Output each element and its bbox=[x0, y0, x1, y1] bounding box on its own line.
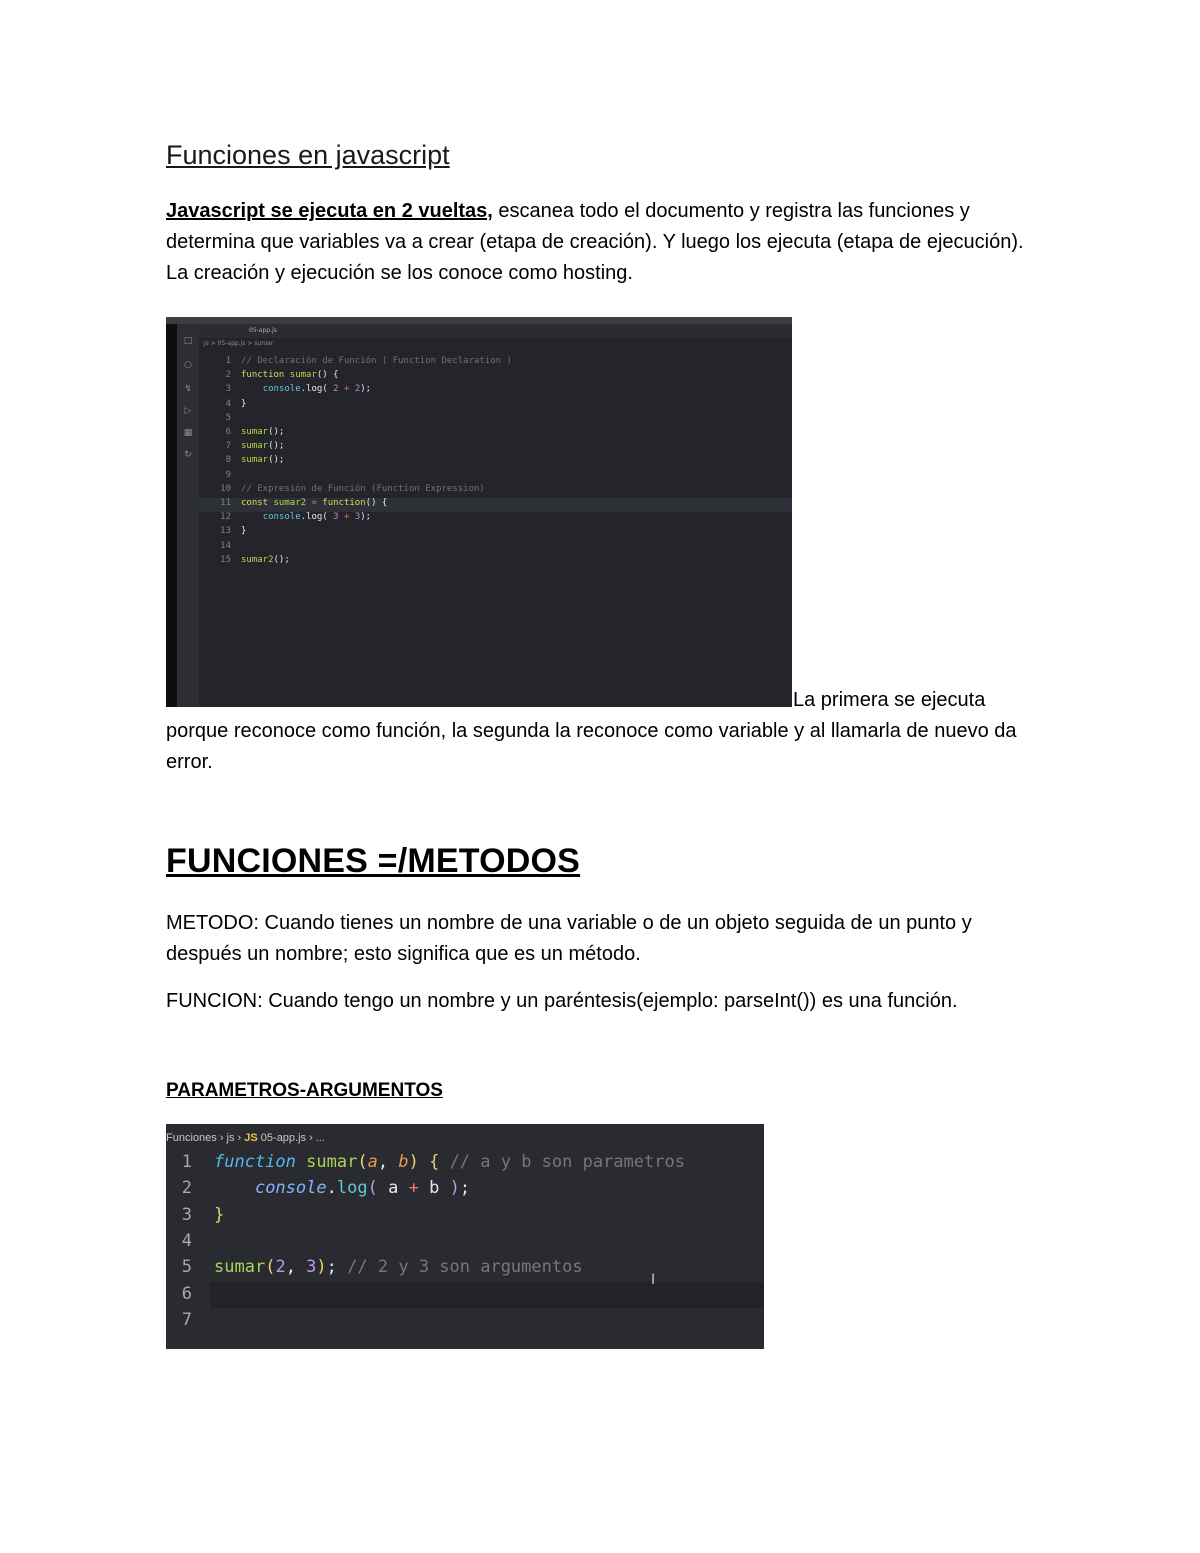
intro-text: escanea todo el documento y registra las funciones y determina que variables va a crear (etapa de creación). Y luego los ejecuta (etapa de ejecución). La creación y ejecución se los conoce como hosting. bbox=[166, 200, 1024, 284]
line-number: 9 bbox=[225, 469, 231, 480]
window-titlebar bbox=[166, 317, 792, 324]
line-number: 10 bbox=[220, 483, 231, 494]
code-text: } bbox=[241, 526, 247, 537]
extensions-icon: ▦ bbox=[183, 428, 193, 438]
code-text: } bbox=[214, 1204, 225, 1225]
code-line bbox=[166, 1281, 764, 1307]
line-number: 12 bbox=[220, 512, 231, 523]
code-text: function sumar() { bbox=[241, 370, 339, 381]
line-number: 3 bbox=[225, 384, 231, 395]
code-screenshot-parameters bbox=[166, 1124, 764, 1349]
line-number: 1 bbox=[225, 356, 231, 366]
code-line bbox=[166, 1254, 764, 1280]
page-title: Funciones en javascript bbox=[166, 140, 450, 170]
code-line bbox=[166, 1307, 764, 1333]
line-number: 2 bbox=[181, 1178, 192, 1199]
explanation-paragraph bbox=[166, 685, 1046, 778]
line-number: 11 bbox=[220, 498, 231, 508]
line-number: 4 bbox=[225, 398, 231, 409]
code-text: sumar(); bbox=[241, 455, 285, 466]
files-icon: □ bbox=[183, 336, 193, 346]
code-text: sumar(); bbox=[241, 441, 285, 452]
breadcrumb: Funciones › js › JS 05-app.js › ... bbox=[166, 1132, 325, 1144]
code-text: sumar2(); bbox=[241, 554, 290, 565]
breadcrumb: js > 05-app.js > sumar bbox=[204, 340, 274, 347]
line-number: 6 bbox=[181, 1283, 192, 1304]
code-screenshot-function-declaration bbox=[166, 317, 792, 707]
js-file-icon: JS bbox=[244, 1132, 258, 1144]
tab-active-file: 05-app.js bbox=[249, 327, 277, 334]
search-icon: ○ bbox=[184, 360, 192, 370]
code-text: // Declaración de Función ( Function Declaration ) bbox=[241, 356, 512, 366]
line-number: 2 bbox=[225, 370, 231, 381]
code-text: console.log( 2 + 2); bbox=[262, 384, 372, 395]
section-heading-parametros-argumentos: PARAMETROS-ARGUMENTOS bbox=[166, 1080, 443, 1101]
line-number: 7 bbox=[225, 441, 231, 452]
line-number: 6 bbox=[225, 427, 231, 437]
line-number: 4 bbox=[181, 1230, 192, 1251]
code-text: console.log( 3 + 3); bbox=[262, 512, 372, 523]
intro-paragraph bbox=[166, 196, 1046, 289]
debug-icon: ▷ bbox=[184, 406, 192, 416]
code-line bbox=[166, 1228, 764, 1254]
text-cursor-icon: I bbox=[651, 1272, 656, 1288]
funcion-paragraph: FUNCION: Cuando tengo un nombre y un paréntesis(ejemplo: parseInt()) es una función. bbox=[166, 990, 958, 1012]
remote-icon: ↻ bbox=[184, 450, 192, 460]
code-line bbox=[166, 1202, 764, 1228]
line-number: 14 bbox=[220, 540, 231, 551]
line-number: 7 bbox=[181, 1309, 192, 1330]
line-number: 1 bbox=[181, 1152, 192, 1172]
line-number: 13 bbox=[220, 526, 231, 537]
source-control-icon: ↯ bbox=[184, 384, 192, 394]
line-number: 8 bbox=[225, 455, 231, 466]
code-line bbox=[166, 1175, 764, 1201]
explanation-text: La primera se ejecuta porque reconoce como función, la segunda la reconoce como variable y al llamarla de nuevo da error. bbox=[166, 689, 1017, 773]
code-text: } bbox=[241, 398, 247, 409]
code-text: console.log( a + b ); bbox=[254, 1178, 471, 1199]
code-text: // Expresión de Función (Function Expression) bbox=[241, 483, 485, 494]
line-number: 3 bbox=[181, 1204, 192, 1225]
line-number: 15 bbox=[220, 554, 231, 565]
editor-tabs bbox=[199, 324, 792, 338]
section-heading-funciones-metodos: FUNCIONES =/METODOS bbox=[166, 842, 581, 880]
line-number: 5 bbox=[181, 1257, 192, 1278]
intro-bold-lead: Javascript se ejecuta en 2 vueltas, bbox=[166, 200, 493, 222]
code-text: function sumar(a, b) { // a y b son parametros bbox=[214, 1152, 685, 1172]
code-text: sumar(); bbox=[241, 427, 285, 437]
code-text: sumar(2, 3); // 2 y 3 son argumentos bbox=[214, 1257, 583, 1278]
activity-bar bbox=[177, 324, 199, 707]
line-number: 5 bbox=[225, 412, 231, 423]
metodo-paragraph: METODO: Cuando tienes un nombre de una variable o de un objeto seguida de un punto y después un nombre; esto significa que es un método. bbox=[166, 912, 972, 965]
code-line bbox=[166, 1149, 764, 1175]
code-text: const sumar2 = function() { bbox=[241, 498, 388, 508]
